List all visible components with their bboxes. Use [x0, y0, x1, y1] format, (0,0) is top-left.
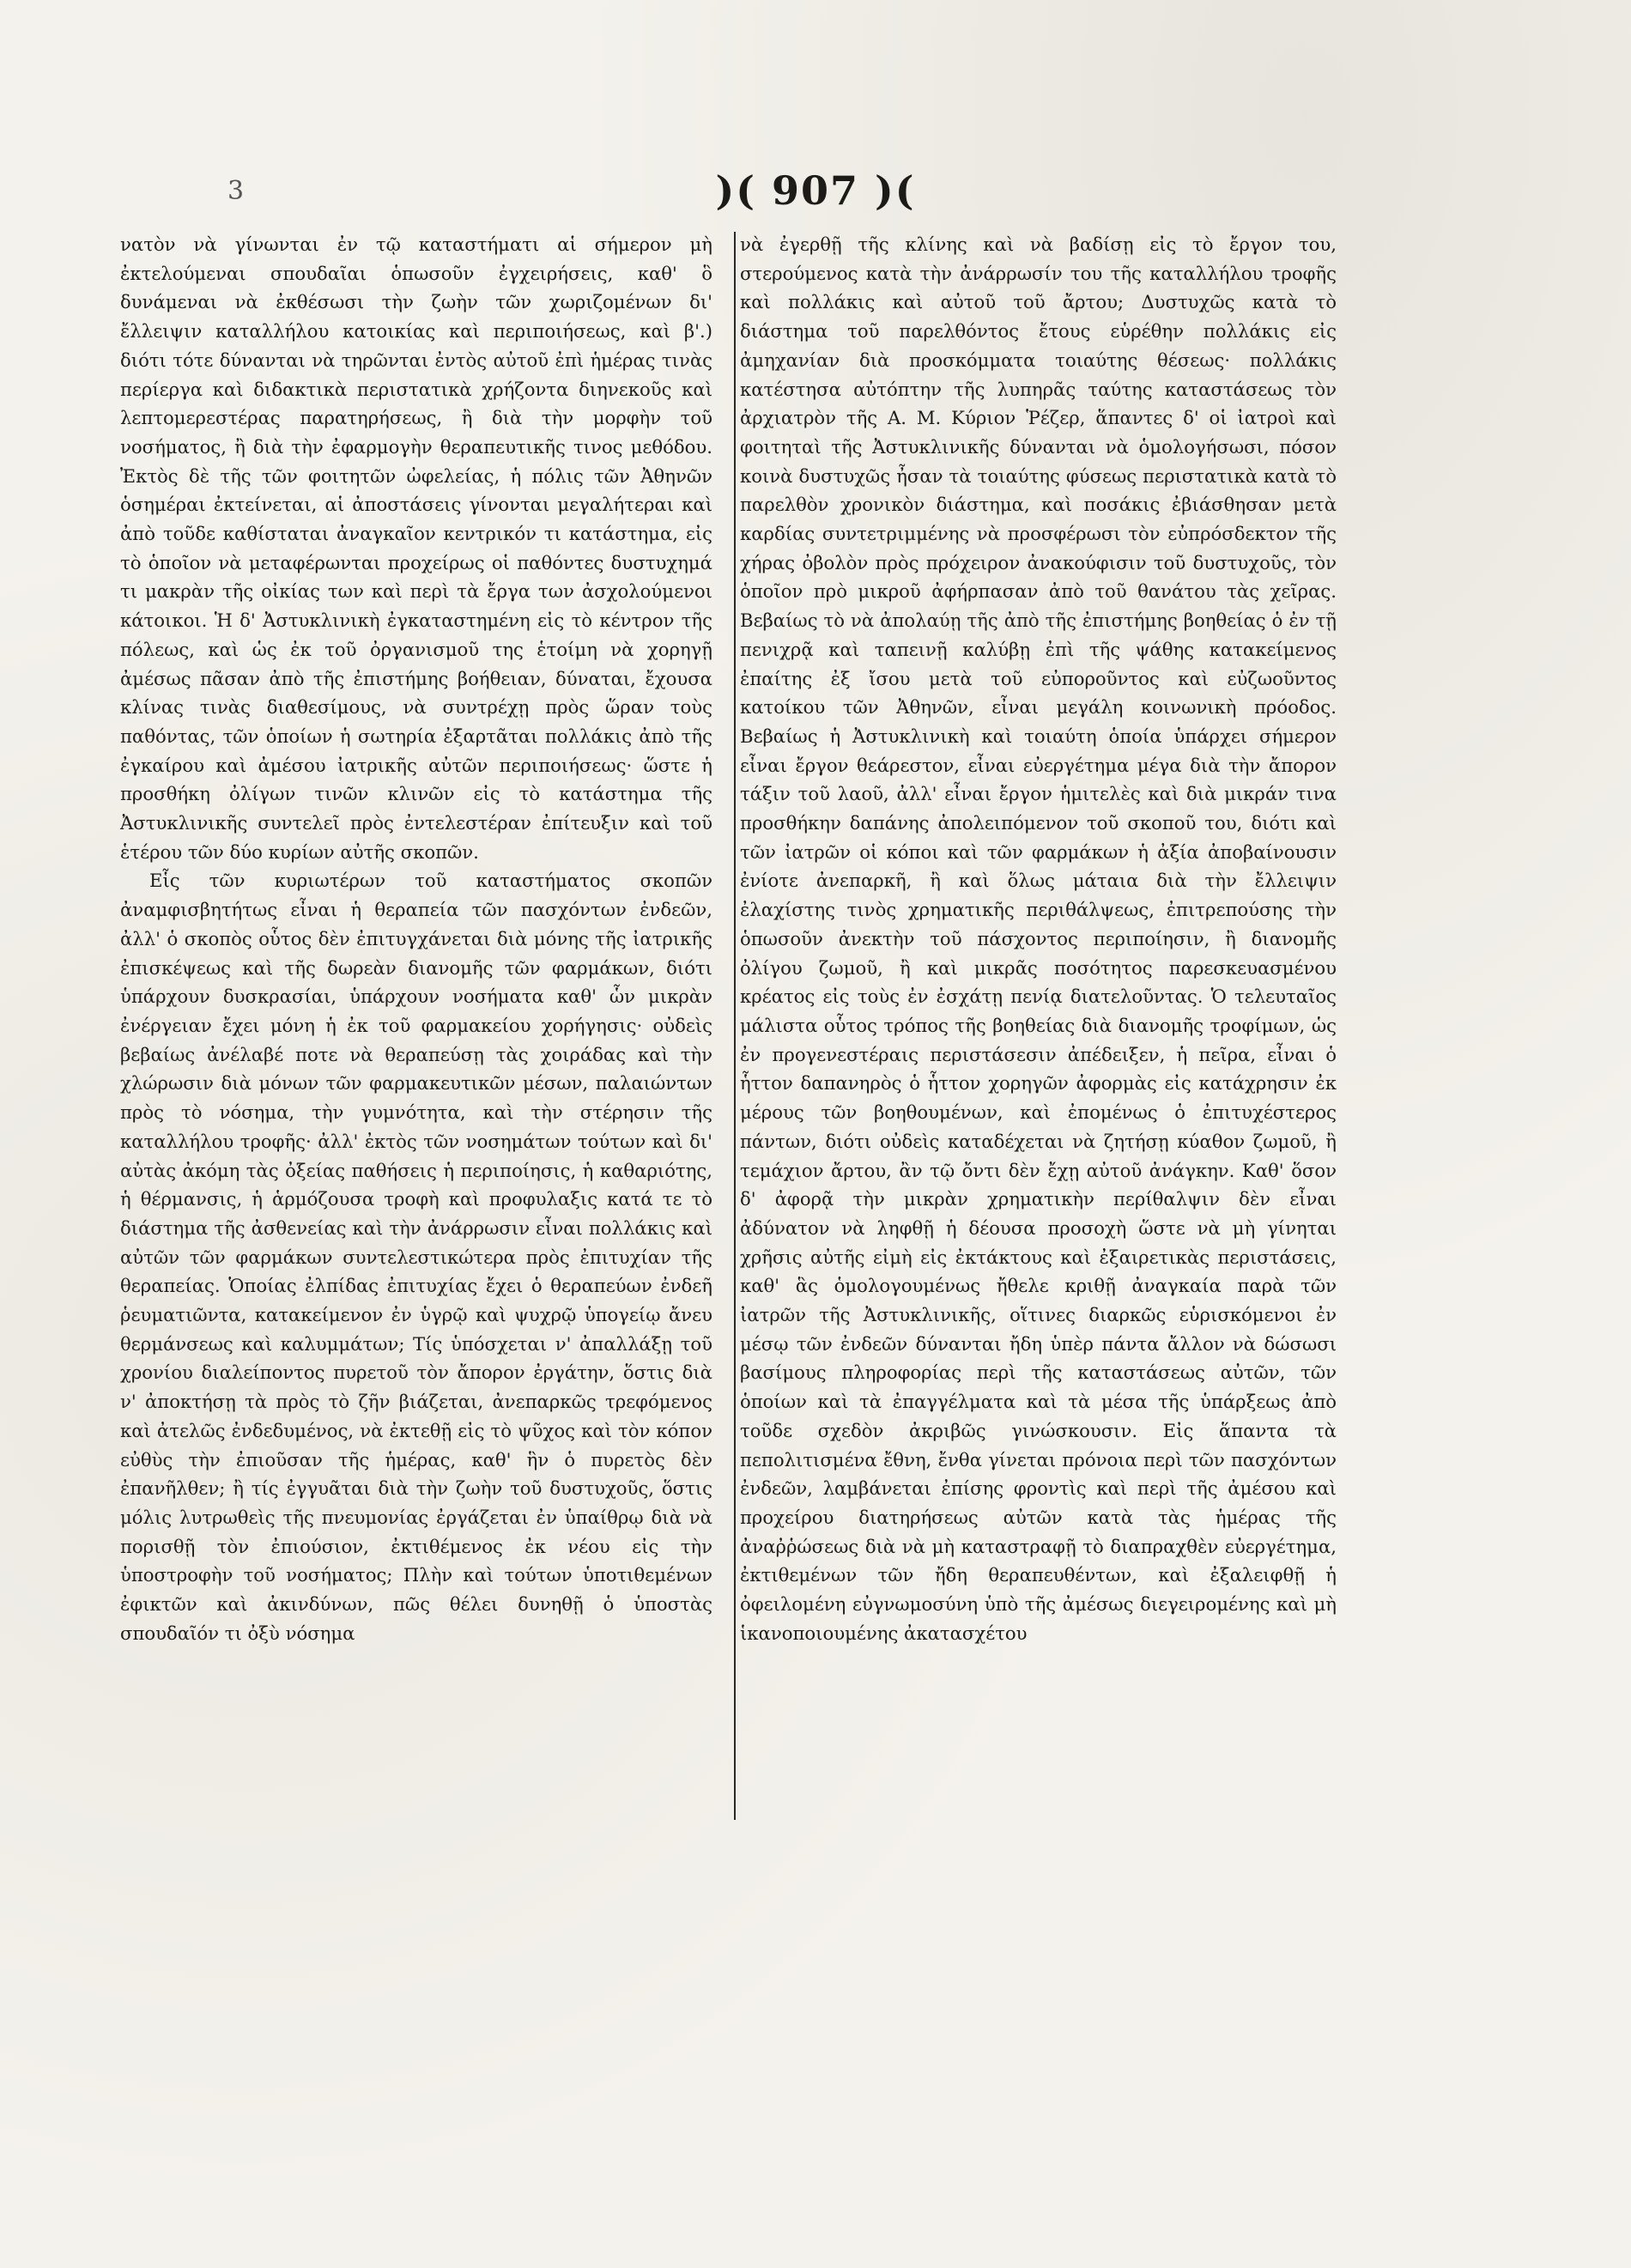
left-paragraph-2: Εἷς τῶν κυριωτέρων τοῦ καταστήματος σκοπῶν ἀναμφισβητήτως εἶναι ἡ θεραπεία τῶν πασχόντων ἐνδεῶν, ἀλλ' ὁ σκοπὸς οὗτος δὲν ἐπιτυγχάνεται διὰ μόνης τῆς ἰατρικῆς ἐπισκέψεως καὶ τῆς δωρεὰν διανομῆς τῶν φαρμάκων, διότι ὑπάρχουν δυσκρασίαι, ὑπάρχουν νοσήματα καθ' ὧν μικρὰν ἐνέργειαν ἔχει μόνη ἡ ἐκ τοῦ φαρμακείου χορήγησις· οὐδεὶς βεβαίως ἀνέλαβέ ποτε νὰ θεραπεύσῃ τὰς χοιράδας καὶ τὴν χλώρωσιν διὰ μόνων τῶν φαρμακευτικῶν μέσων, παλαιώντων πρὸς τὸ νόσημα, τὴν γυμνότητα, καὶ τὴν στέρησιν τῆς καταλλήλου τροφῆς· ἀλλ' ἐκτὸς τῶν νοσημάτων τούτων καὶ δι' αὐτὰς ἀκόμη τὰς ὀξείας παθήσεις ἡ περιποίησις, ἡ καθαριότης, ἡ θέρμανσις, ἡ ἁρμόζουσα τροφὴ καὶ προφυλαξις κατά τε τὸ διάστημα τῆς ἀσθενείας καὶ τὴν ἀνάρρωσιν εἶναι πολλάκις καὶ αὐτῶν τῶν φαρμάκων συντελεστικώτερα πρὸς ἐπιτυχίαν τῆς θεραπείας. Ὁποίας ἐλπίδας ἐπιτυχίας ἔχει ὁ θεραπεύων ἐνδεῆ ῥευματιῶντα, κατακείμενον ἐν ὑγρῷ καὶ ψυχρῷ ὑπογείῳ ἄνευ θερμάνσεως καὶ καλυμμάτων; Τίς ὑπόσχεται ν' ἀπαλλάξῃ τοῦ χρονίου διαλείποντος πυρετοῦ τὸν ἄπορον ἐργάτην, ὅστις διὰ ν' ἀποκτήσῃ τὰ πρὸς τὸ ζῆν βιάζεται, ἀνεπαρκῶς τρεφόμενος καὶ ἀτελῶς ἐνδεδυμένος, νὰ ἐκτεθῇ εἰς τὸ ψῦχος καὶ τὸν κόπον εὐθὺς τὴν ἐπιοῦσαν τῆς ἡμέρας, καθ' ἣν ὁ πυρετὸς δὲν ἐπανῆλθεν; ἢ τίς ἐγγυᾶται διὰ τὴν ζωὴν τοῦ δυστυχοῦς, ὅστις μόλις λυτρωθεὶς τῆς πνευμονίας ἐργάζεται ἐν ὑπαίθρῳ διὰ νὰ πορισθῇ τὸν ἐπιούσιον, ἐκτιθέμενος ἐκ νέου εἰς τὴν ὑποστροφὴν τοῦ νοσήματος; Πλὴν καὶ τούτων ὑποτιθεμένων ἐφικτῶν καὶ ἀκινδύνων, πῶς θέλει δυνηθῇ ὁ ὑποστὰς σπουδαῖόν τι ὀξὺ νόσημα [120, 870, 712, 1644]
right-paragraph-1: νὰ ἐγερθῇ τῆς κλίνης καὶ νὰ βαδίσῃ εἰς τὸ ἔργον του, στερούμενος κατὰ τὴν ἀνάρρωσίν του τῆς καταλλήλου τροφῆς καὶ πολλάκις καὶ αὐτοῦ τοῦ ἄρτου; Δυστυχῶς κατὰ τὸ διάστημα τοῦ παρελθόντος ἔτους εὑρέθην πολλάκις εἰς ἀμηχανίαν διὰ προσκόμματα τοιαύτης θέσεως· πολλάκις κατέστησα αὐτόπτην τῆς λυπηρᾶς ταύτης καταστάσεως τὸν ἀρχιατρὸν τῆς Α. Μ. Κύριον Ῥέζερ, ἅπαντες δ' οἱ ἰατροὶ καὶ φοιτηταὶ τῆς Ἀστυκλινικῆς δύνανται νὰ ὁμολογήσωσι, πόσον κοινὰ δυστυχῶς ἦσαν τὰ τοιαύτης φύσεως περιστατικὰ κατὰ τὸ παρελθὸν χρονικὸν διάστημα, καὶ ποσάκις ἐβιάσθησαν μετὰ καρδίας συντετριμμένης νὰ προσφέρωσι τὸν εὐπρόσδεκτον τῆς χήρας ὀβολὸν πρὸς πρόχειρον ἀνακούφισιν τοῦ δυστυχοῦς, τὸν ὁποῖον πρὸ μικροῦ ἀφήρπασαν ἀπὸ τοῦ θανάτου τὰς χεῖρας. Βεβαίως τὸ νὰ ἀπολαύῃ τῆς ἀπὸ τῆς ἐπιστήμης βοηθείας ὁ ἐν τῇ πενιχρᾷ καὶ ταπεινῇ καλύβῃ ἐπὶ τῆς ψάθης κατακείμενος ἐπαίτης ἐξ ἴσου μετὰ τοῦ εὐποροῦντος καὶ εὐζωοῦντος κατοίκου τῶν Ἀθηνῶν, εἶναι μεγάλη κοινωνικὴ πρόοδος. Βεβαίως ἡ Ἀστυκλινικὴ καὶ τοιαύτη ὁποία ὑπάρχει σήμερον εἶναι ἔργον θεάρεστον, εἶναι εὐεργέτημα μέγα διὰ τὴν ἄπορον τάξιν τοῦ λαοῦ, ἀλλ' εἶναι ἔργον ἡμιτελὲς καὶ διὰ μικράν τινα προσθήκην δαπάνης ἀπολειπόμενον τοῦ σκοποῦ του, διότι καὶ τῶν ἰατρῶν οἱ κόποι καὶ τῶν φαρμάκων ἡ ἀξία ἀποβαίνουσιν ἐνίοτε ἀνεπαρκῆ, ἢ καὶ ὅλως μάταια διὰ τὴν ἔλλειψιν ἐλαχίστης τινὸς χρηματικῆς περιθάλψεως, ἐπιτρεπούσης τὴν ὁπωσοῦν ἀνεκτὴν τοῦ πάσχοντος περιποίησιν, ἢ διανομῆς ὀλίγου ζωμοῦ, ἢ καὶ μικρᾶς ποσότητος παρεσκευασμένου κρέατος εἰς τοὺς ἐν ἐσχάτῃ πενίᾳ διατελοῦντας. Ὁ τελευταῖος μάλιστα οὗτος τρόπος τῆς βοηθείας διὰ διανομῆς τροφίμων, ὡς ἐν προγενεστέραις περιστάσεσιν ἀπέδειξεν, ἡ πεῖρα, εἶναι ὁ ἧττον δαπανηρὸς ὁ ἧττον χορηγῶν ἀφορμὰς εἰς κατάχρησιν ἐκ μέρους τῶν βοηθουμένων, καὶ ἐπομένως ὁ ἐπιτυχέστερος πάντων, διότι οὐδεὶς καταδέχεται νὰ ζητήσῃ κύαθον ζωμοῦ, ἢ τεμάχιον ἄρτου, ἂν τῷ ὄντι δὲν ἔχῃ αὐτοῦ ἀνάγκην. Καθ' ὅσον δ' ἀφορᾷ τὴν μικρὰν χρηματικὴν περίθαλψιν δὲν εἶναι ἀδύνατον νὰ ληφθῇ ἡ δέουσα προσοχὴ ὥστε νὰ μὴ γίνηται χρῆσις αὐτῆς εἰμὴ εἰς ἐκτάκτους καὶ ἐξαιρετικὰς περιστάσεις, καθ' ἃς ὁμολογουμένως ἤθελε κριθῇ ἀναγκαία παρὰ τῶν ἰατρῶν τῆς Ἀστυκλινικῆς, οἵτινες διαρκῶς εὑρισκόμενοι ἐν μέσῳ τῶν ἐνδεῶν δύνανται ἤδη ὑπὲρ πάντα ἄλλον νὰ δώσωσι βασίμους πληροφορίας περὶ τῆς καταστάσεως αὐτῶν, τῶν ὁποίων καὶ τὰ ἐπαγγέλματα καὶ τὰ μέσα τῆς ὑπάρξεως ἀπὸ τοῦδε σχεδὸν ἀκριβῶς γινώσκουσιν. Εἰς ἅπαντα τὰ πεπολιτισμένα ἔθνη, ἔνθα γίνεται πρόνοια περὶ τῶν πασχόντων ἐνδεῶν, λαμβάνεται ἐπίσης φροντὶς καὶ περὶ τῆς ἀμέσου καὶ προχείρου διατηρήσεως αὐτῶν κατὰ τὰς ἡμέρας τῆς ἀναῤῥώσεως διὰ νὰ μὴ καταστραφῇ τὸ διαπραχθὲν εὐεργέτημα, ἐκτιθεμένων τῶν ἤδη θεραπευθέντων, καὶ ἐξαλειφθῇ ἡ ὀφειλομένη εὐγνωμοσύνη ὑπὸ τῆς ἀμέσως διεγειρομένης καὶ μὴ ἱκανοποιουμένης ἀκατασχέτου [740, 233, 1337, 1644]
left-column [120, 230, 712, 1647]
right-column [740, 230, 1337, 1647]
corner-mark: 3 [227, 176, 245, 206]
left-paragraph-1: νατὸν νὰ γίνωνται ἐν τῷ καταστήματι αἱ σήμερον μὴ ἐκτελούμεναι σπουδαῖαι ὁπωσοῦν ἐγχειρήσεις, καθ' ὃ δυνάμεναι νὰ ἐκθέσωσι τὴν ζωὴν τῶν χωριζομένων δι' ἔλλειψιν καταλλήλου κατοικίας καὶ περιποιήσεως, καὶ β'.) διότι τότε δύνανται νὰ τηρῶνται ἐντὸς αὐτοῦ ἐπὶ ἡμέρας τινὰς περίεργα καὶ διδακτικὰ περιστατικὰ χρήζοντα διηνεκοῦς καὶ λεπτομερεστέρας παρατηρήσεως, ἢ διὰ τὴν μορφὴν τοῦ νοσήματος, ἢ διὰ τὴν ἐφαρμογὴν θεραπευτικῆς τινος μεθόδου. Ἐκτὸς δὲ τῆς τῶν φοιτητῶν ὠφελείας, ἡ πόλις τῶν Ἀθηνῶν ὁσημέραι ἐκτείνεται, αἱ ἀποστάσεις γίνονται μεγαλήτεραι καὶ ἀπὸ τοῦδε καθίσταται ἀναγκαῖον κεντρικόν τι κατάστημα, εἰς τὸ ὁποῖον νὰ μεταφέρωνται προχείρως οἱ παθόντες δυστυχημά τι μακρὰν τῆς οἰκίας των καὶ περὶ τὰ ἔργα των ἀσχολούμενοι κάτοικοι. Ἡ δ' Ἀστυκλινικὴ ἐγκαταστημένη εἰς τὸ κέντρον τῆς πόλεως, καὶ ὡς ἐκ τοῦ ὀργανισμοῦ της ἑτοίμη νὰ χορηγῇ ἀμέσως πᾶσαν ἀπὸ τῆς ἐπιστήμης βοήθειαν, δύναται, ἔχουσα κλίνας τινὰς διαθεσίμους, νὰ συντρέχῃ πρὸς ὥραν τοὺς παθόντας, τῶν ὁποίων ἡ σωτηρία ἐξαρτᾶται πολλάκις ἀπὸ τῆς ἐγκαίρου καὶ ἀμέσου ἰατρικῆς αὐτῶν περιποιήσεως· ὥστε ἡ προσθήκη ὀλίγων τινῶν κλινῶν εἰς τὸ κατάστημα τῆς Ἀστυκλινικῆς συντελεῖ πρὸς ἐντελεστέραν ἐπίτευξιν καὶ τοῦ ἑτέρου τῶν δύο κυρίων αὐτῆς σκοπῶν. [120, 233, 712, 863]
page-number: )( 907 )( [715, 167, 916, 214]
column-divider [734, 232, 736, 1820]
